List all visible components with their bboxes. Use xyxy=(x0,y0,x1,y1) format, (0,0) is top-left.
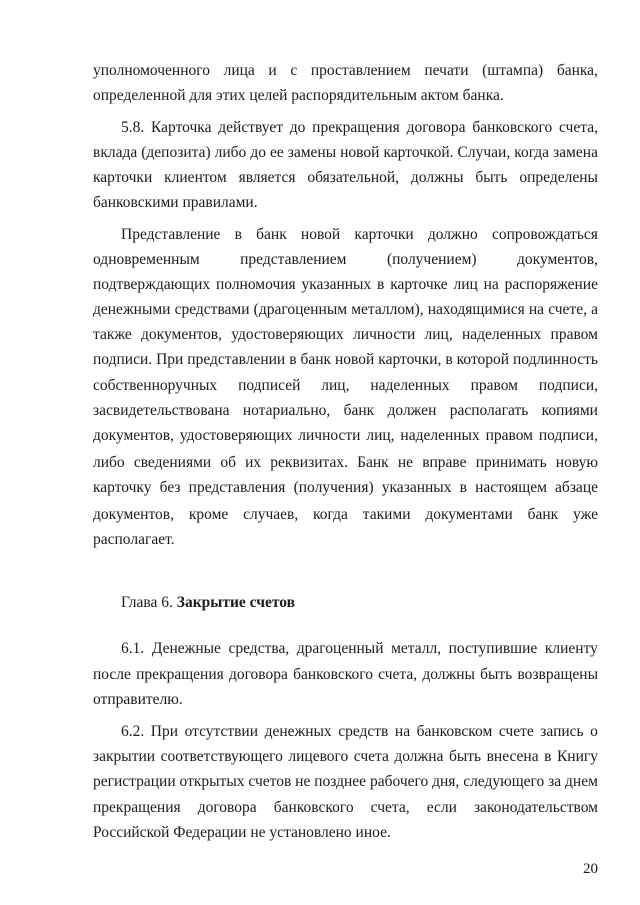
word: наделенных xyxy=(370,377,450,394)
word: правом xyxy=(485,427,533,444)
word: быть xyxy=(480,666,513,683)
word: на xyxy=(394,723,411,740)
word: полномочия xyxy=(215,276,296,293)
word: позднее xyxy=(314,773,367,790)
word: подтверждающих xyxy=(93,276,211,293)
word: регистрации xyxy=(93,773,176,790)
word: до xyxy=(250,144,266,161)
word: банк xyxy=(256,226,287,243)
word: без xyxy=(159,479,181,496)
text-line xyxy=(121,224,598,246)
text-line xyxy=(121,638,598,660)
word: если xyxy=(426,799,457,816)
text-line xyxy=(93,400,598,422)
word: поступившие xyxy=(448,640,538,657)
word: новой xyxy=(340,144,380,161)
word: одновременным xyxy=(93,251,200,268)
word: лиц, xyxy=(366,427,395,444)
word: располагать xyxy=(449,402,529,419)
word: на xyxy=(528,301,545,318)
word: металл, xyxy=(391,640,442,657)
word: карточки xyxy=(354,226,414,243)
word: денежными xyxy=(93,301,171,318)
text-line xyxy=(93,167,598,189)
word: когда xyxy=(313,506,348,523)
word: определенной для этих целей распорядительным актом банка. xyxy=(93,87,504,104)
word: подписи, xyxy=(538,427,598,444)
word: действует xyxy=(218,119,283,136)
word: 5.8. xyxy=(121,119,145,136)
word: либо xyxy=(214,144,247,161)
word: распоряжение xyxy=(504,276,598,293)
word: вклада xyxy=(93,144,138,161)
text-line xyxy=(93,349,598,371)
word: 6.2. xyxy=(121,723,145,740)
word: не xyxy=(295,773,311,790)
word: в xyxy=(544,748,552,765)
text-line xyxy=(93,452,598,474)
word: вправе xyxy=(422,454,467,471)
word: когда xyxy=(514,144,550,161)
word: банковского xyxy=(472,119,553,136)
word: банковского xyxy=(273,799,354,816)
text-line xyxy=(93,60,598,82)
word: засвидетельствована xyxy=(93,402,230,419)
word: должно xyxy=(427,226,478,243)
word: прекращения xyxy=(312,119,400,136)
word: уже xyxy=(573,506,598,523)
word: счетов xyxy=(248,773,292,790)
word: должны xyxy=(410,169,464,186)
word: банк xyxy=(527,506,559,523)
word: счета xyxy=(353,748,389,765)
text-line xyxy=(93,274,598,296)
word: находящимися xyxy=(427,301,525,318)
word: должен xyxy=(387,402,437,419)
word: либо xyxy=(93,454,125,471)
word: удостоверяющих xyxy=(231,326,344,343)
word: быть xyxy=(448,748,482,765)
word: уполномоченного xyxy=(93,62,210,79)
word: об xyxy=(220,454,236,471)
word: правом xyxy=(550,326,598,343)
word: с xyxy=(290,62,298,79)
word: возвращены xyxy=(517,666,598,683)
word: При xyxy=(150,723,179,740)
word: представлением xyxy=(240,251,347,268)
word: банк xyxy=(300,351,332,368)
word: средства, xyxy=(228,640,290,657)
word: случаев, xyxy=(243,506,299,523)
text-line xyxy=(93,142,598,164)
text-line xyxy=(93,689,598,711)
word: Представление xyxy=(121,226,221,243)
word: договора xyxy=(197,799,257,816)
word: кроме xyxy=(188,506,229,523)
word: подлинность xyxy=(513,351,598,368)
word: банковскими правилами. xyxy=(93,194,258,211)
word: о xyxy=(590,723,598,740)
word: счета, xyxy=(370,799,410,816)
word: лицевого xyxy=(288,748,349,765)
word: замены xyxy=(287,144,337,161)
word: в xyxy=(377,276,385,293)
word: проставлением xyxy=(310,62,411,79)
word: отсутствии xyxy=(184,723,259,740)
word: за xyxy=(548,773,562,790)
word: счете, xyxy=(548,301,587,318)
word: клиенту xyxy=(544,640,598,657)
text-line xyxy=(93,797,598,819)
word: не xyxy=(397,454,414,471)
word: дня, xyxy=(432,773,460,790)
word: сопровождаться xyxy=(491,226,598,243)
word: Денежные xyxy=(151,640,221,657)
word: Книгу xyxy=(556,748,598,765)
word: и xyxy=(268,62,277,79)
word: закрытии xyxy=(93,748,156,765)
word: карточкой. xyxy=(383,144,454,161)
text-line xyxy=(93,822,598,844)
word: нотариально, xyxy=(242,402,331,419)
word: прекращения xyxy=(136,666,224,683)
word: лиц, xyxy=(321,377,350,394)
word: быть xyxy=(475,169,508,186)
word: такими xyxy=(362,506,411,523)
word: (получением) xyxy=(386,251,477,268)
chapter-heading xyxy=(121,592,295,614)
word: Российской Федерации не установлено иное. xyxy=(93,824,391,841)
word: собственноручных xyxy=(93,377,218,394)
word: денежных xyxy=(264,723,332,740)
text-line xyxy=(93,477,598,499)
word: банковского xyxy=(293,666,373,683)
word: подписи, xyxy=(538,377,598,394)
word: на xyxy=(483,276,499,293)
word: лиц xyxy=(453,276,478,293)
word: драгоценный xyxy=(296,640,384,657)
word: документами xyxy=(425,506,513,523)
word: в xyxy=(289,351,297,368)
word: соответствующего xyxy=(160,748,283,765)
chapter-label: Глава 6. xyxy=(121,594,173,611)
text-line xyxy=(93,529,598,551)
word: правом xyxy=(470,377,518,394)
word: карточку xyxy=(93,479,152,496)
word: внесена xyxy=(486,748,539,765)
text-line xyxy=(121,117,598,139)
word: запись xyxy=(540,723,584,740)
text-line xyxy=(93,192,598,214)
word: днем xyxy=(565,773,598,790)
word: определены xyxy=(519,169,598,186)
word: следующего xyxy=(463,773,545,790)
word: открытых xyxy=(179,773,245,790)
word: (драгоценным xyxy=(253,301,348,318)
text-line xyxy=(93,249,598,271)
word: средствами xyxy=(174,301,250,318)
word: счета, xyxy=(558,119,598,136)
word: сведениями xyxy=(133,454,212,471)
chapter-title: Закрытие счетов xyxy=(176,594,295,611)
word: абзаце xyxy=(555,479,598,496)
text-line xyxy=(121,721,598,743)
word: ее xyxy=(269,144,284,161)
word: располагает. xyxy=(93,531,175,548)
word: карточки xyxy=(93,169,153,186)
word: обязательной, xyxy=(307,169,400,186)
word: должна xyxy=(394,748,444,765)
word: Карточка xyxy=(151,119,212,136)
text-line xyxy=(93,771,598,793)
word: должны xyxy=(422,666,475,683)
word: договора xyxy=(228,666,288,683)
word: Банк xyxy=(357,454,389,471)
word: наделенных xyxy=(461,326,542,343)
text-line xyxy=(93,425,598,447)
word: их xyxy=(245,454,262,471)
word: карточке xyxy=(390,276,448,293)
word: клиентом xyxy=(164,169,227,186)
word: которой xyxy=(456,351,510,368)
word: средств xyxy=(338,723,389,740)
word: указанных xyxy=(301,276,372,293)
word: реквизитах. xyxy=(270,454,348,471)
text-line xyxy=(93,299,598,321)
word: прекращения xyxy=(93,799,181,816)
word: подписи. xyxy=(93,351,153,368)
word: отправителю. xyxy=(93,691,183,708)
word: договора xyxy=(406,119,466,136)
word: счете xyxy=(498,723,534,740)
word: (получения) xyxy=(293,479,374,496)
word: принимать xyxy=(475,454,547,471)
text-line xyxy=(93,375,598,397)
word: после xyxy=(93,666,131,683)
word: настоящем xyxy=(475,479,547,496)
word: счета, xyxy=(378,666,418,683)
word: в xyxy=(445,351,453,368)
word: указанных xyxy=(381,479,452,496)
word: новую xyxy=(555,454,598,471)
word: документов, xyxy=(141,326,223,343)
word: подписей xyxy=(238,377,301,394)
text-line xyxy=(93,746,598,768)
word: копиями xyxy=(541,402,598,419)
word: личности xyxy=(353,326,416,343)
page-number: 20 xyxy=(583,861,598,877)
word: в xyxy=(459,479,467,496)
word: а xyxy=(591,301,598,318)
word: документов, xyxy=(93,506,174,523)
word: лиц, xyxy=(424,326,453,343)
word: банк xyxy=(343,402,375,419)
word: замена xyxy=(553,144,598,161)
word: банка, xyxy=(556,62,598,79)
word: до xyxy=(289,119,306,136)
word: новой xyxy=(300,226,341,243)
word: законодательством xyxy=(473,799,598,816)
word: представления xyxy=(188,479,286,496)
word: 6.1. xyxy=(121,640,145,657)
word: металлом), xyxy=(351,301,424,318)
word: представлении xyxy=(187,351,286,368)
word: новой xyxy=(335,351,375,368)
word: рабочего xyxy=(369,773,429,790)
word: является xyxy=(238,169,296,186)
word: печати xyxy=(424,62,469,79)
text-line xyxy=(93,85,598,107)
word: наделенных xyxy=(400,427,480,444)
text-line xyxy=(93,664,598,686)
text-line xyxy=(93,504,598,526)
text-line xyxy=(93,324,598,346)
word: При xyxy=(156,351,184,368)
word: личности xyxy=(298,427,361,444)
word: карточки, xyxy=(378,351,442,368)
word: банковском xyxy=(416,723,493,740)
word: документов, xyxy=(517,251,598,268)
word: также xyxy=(93,326,132,343)
word: (штампа) xyxy=(482,62,544,79)
word: документов, xyxy=(93,427,174,444)
word: в xyxy=(234,226,242,243)
word: лица xyxy=(223,62,255,79)
word: (депозита) xyxy=(141,144,211,161)
word: удостоверяющих xyxy=(179,427,293,444)
word: Случаи, xyxy=(457,144,511,161)
